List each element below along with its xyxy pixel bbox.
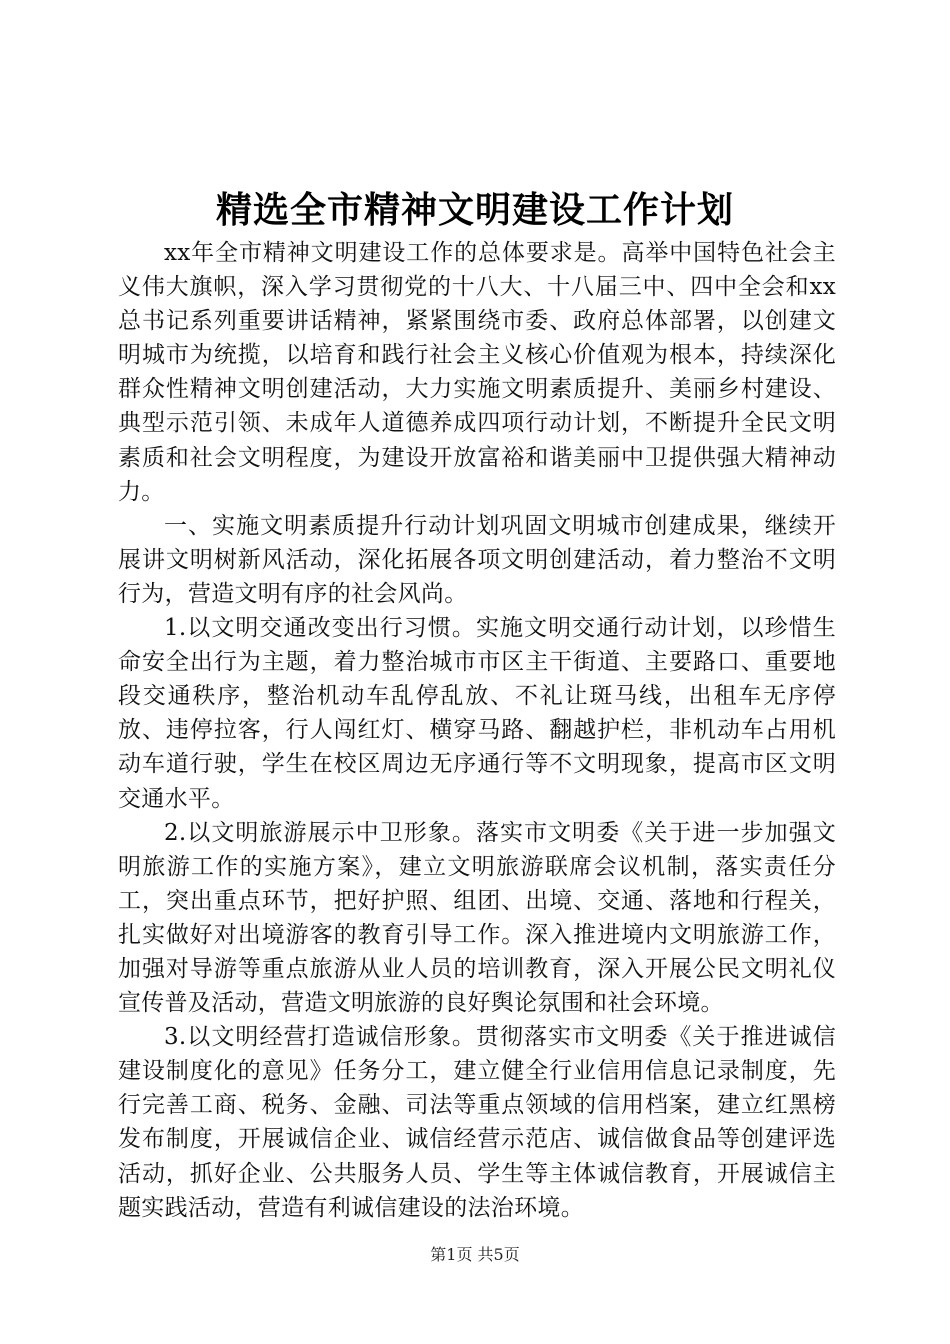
document-body	[118, 236, 836, 1225]
page-number-footer: 第1页 共5页	[430, 1245, 520, 1264]
paragraph-section-1: 一、实施文明素质提升行动计划巩固文明城市创建成果，继续开展讲文明树新风活动，深化拓展各项文明创建活动，着力整治不文明行为，营造文明有序的社会风尚。	[118, 512, 836, 607]
paragraph-item-2: 2.以文明旅游展示中卫形象。落实市文明委《关于进一步加强文明旅游工作的实施方案》，建立文明旅游联席会议机制，落实责任分工，突出重点环节，把好护照、组团、出境、交通、落地和行程关，扎实做好对出境游客的教育引导工作。深入推进境内文明旅游工作，加强对导游等重点旅游从业人员的培训教育，深入开展公民文明礼仪宣传普及活动，营造文明旅游的良好舆论氛围和社会环境。	[118, 819, 836, 1017]
paragraph-item-1: 1.以文明交通改变出行习惯。实施文明交通行动计划，以珍惜生命安全出行为主题，着力整治城市市区主干街道、主要路口、重要地段交通秩序，整治机动车乱停乱放、不礼让斑马线，出租车无序停放、违停拉客，行人闯红灯、横穿马路、翻越护栏，非机动车占用机动车道行驶，学生在校区周边无序通行等不文明现象，提高市区文明交通水平。	[118, 615, 836, 812]
document-title: 精选全市精神文明建设工作计划	[215, 189, 734, 231]
paragraph-item-3: 3.以文明经营打造诚信形象。贯彻落实市文明委《关于推进诚信建设制度化的意见》任务分工，建立健全行业信用信息记录制度，先行完善工商、税务、金融、司法等重点领域的信用档案，建立红黑榜发布制度，开展诚信企业、诚信经营示范店、诚信做食品等创建评选活动，抓好企业、公共服务人员、学生等主体诚信教育，开展诚信主题实践活动，营造有利诚信建设的法治环境。	[118, 1024, 836, 1221]
paragraph-overview: xx年全市精神文明建设工作的总体要求是。高举中国特色社会主义伟大旗帜，深入学习贯彻党的十八大、十八届三中、四中全会和xx总书记系列重要讲话精神，紧紧围绕市委、政府总体部署，以创建文明城市为统揽，以培育和践行社会主义核心价值观为根本，持续深化群众性精神文明创建活动，大力实施文明素质提升、美丽乡村建设、典型示范引领、未成年人道德养成四项行动计划，不断提升全民文明素质和社会文明程度，为建设开放富裕和谐美丽中卫提供强大精神动力。	[118, 240, 836, 505]
